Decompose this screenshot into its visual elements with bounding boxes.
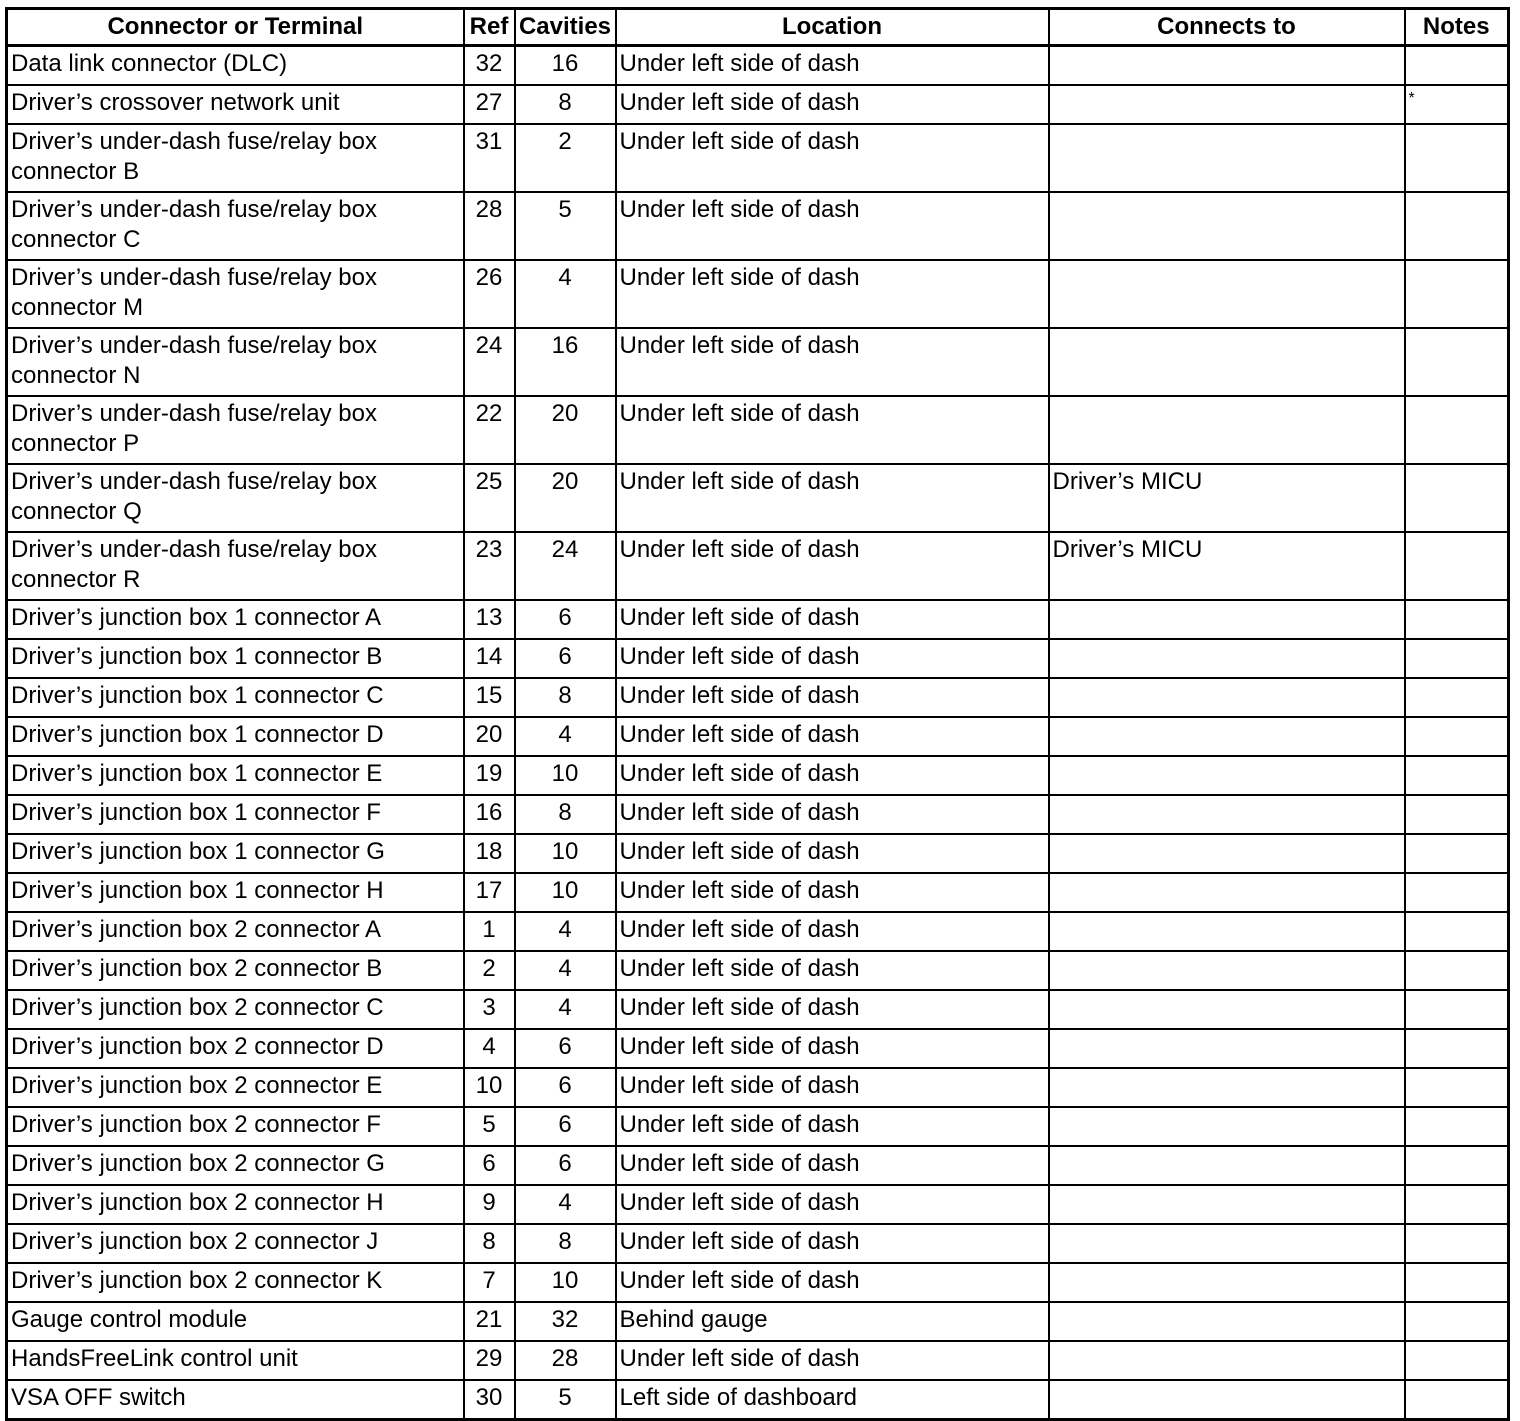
table-row	[7, 260, 1509, 328]
cell-location: Under left side of dash	[616, 1224, 1049, 1263]
cell-cavities: 2	[515, 124, 616, 192]
cell-connector: Gauge control module	[7, 1302, 464, 1341]
cell-cavities: 24	[515, 532, 616, 600]
cell-cavities: 6	[515, 1068, 616, 1107]
cell-connects-to	[1049, 328, 1405, 396]
cell-notes	[1405, 1302, 1509, 1341]
cell-connects-to	[1049, 678, 1405, 717]
cell-connects-to	[1049, 1185, 1405, 1224]
cell-cavities: 20	[515, 464, 616, 532]
cell-connector: Driver’s under-dash fuse/relay box connector R	[7, 532, 464, 600]
table-row	[7, 756, 1509, 795]
cell-ref: 24	[464, 328, 515, 396]
cell-notes	[1405, 124, 1509, 192]
table-row	[7, 1029, 1509, 1068]
cell-location: Under left side of dash	[616, 912, 1049, 951]
cell-cavities: 5	[515, 192, 616, 260]
cell-location: Under left side of dash	[616, 532, 1049, 600]
cell-location: Under left side of dash	[616, 464, 1049, 532]
table-row	[7, 1380, 1509, 1420]
header-connector: Connector or Terminal	[7, 9, 464, 46]
table-row	[7, 912, 1509, 951]
table-row	[7, 46, 1509, 86]
cell-connects-to	[1049, 600, 1405, 639]
table-row	[7, 639, 1509, 678]
cell-ref: 31	[464, 124, 515, 192]
cell-ref: 30	[464, 1380, 515, 1420]
cell-location: Under left side of dash	[616, 46, 1049, 86]
table-row	[7, 85, 1509, 124]
cell-connects-to	[1049, 1380, 1405, 1420]
cell-ref: 4	[464, 1029, 515, 1068]
cell-location: Under left side of dash	[616, 124, 1049, 192]
cell-cavities: 20	[515, 396, 616, 464]
cell-cavities: 28	[515, 1341, 616, 1380]
cell-cavities: 4	[515, 990, 616, 1029]
cell-ref: 25	[464, 464, 515, 532]
cell-connects-to	[1049, 260, 1405, 328]
cell-connector: Driver’s junction box 2 connector F	[7, 1107, 464, 1146]
table-row	[7, 328, 1509, 396]
table-row	[7, 1146, 1509, 1185]
cell-notes	[1405, 756, 1509, 795]
cell-location: Under left side of dash	[616, 1146, 1049, 1185]
cell-cavities: 4	[515, 260, 616, 328]
cell-ref: 15	[464, 678, 515, 717]
cell-cavities: 10	[515, 756, 616, 795]
cell-connector: Driver’s junction box 1 connector B	[7, 639, 464, 678]
cell-connector: Driver’s junction box 1 connector F	[7, 795, 464, 834]
cell-connects-to	[1049, 639, 1405, 678]
header-row	[7, 9, 1509, 46]
cell-cavities: 16	[515, 328, 616, 396]
cell-notes	[1405, 639, 1509, 678]
cell-ref: 23	[464, 532, 515, 600]
cell-cavities: 4	[515, 1185, 616, 1224]
cell-connector: Driver’s under-dash fuse/relay box connector C	[7, 192, 464, 260]
table-row	[7, 192, 1509, 260]
cell-cavities: 8	[515, 85, 616, 124]
cell-ref: 28	[464, 192, 515, 260]
cell-notes	[1405, 873, 1509, 912]
cell-connector: Driver’s under-dash fuse/relay box connector M	[7, 260, 464, 328]
header-notes: Notes	[1405, 9, 1509, 46]
cell-connector: Driver’s under-dash fuse/relay box connector P	[7, 396, 464, 464]
cell-location: Under left side of dash	[616, 600, 1049, 639]
cell-location: Left side of dashboard	[616, 1380, 1049, 1420]
table-row	[7, 464, 1509, 532]
cell-connector: Driver’s junction box 2 connector C	[7, 990, 464, 1029]
cell-ref: 29	[464, 1341, 515, 1380]
cell-connects-to	[1049, 990, 1405, 1029]
cell-location: Under left side of dash	[616, 260, 1049, 328]
cell-cavities: 5	[515, 1380, 616, 1420]
cell-connects-to	[1049, 396, 1405, 464]
cell-location: Under left side of dash	[616, 639, 1049, 678]
cell-connector: Driver’s junction box 2 connector G	[7, 1146, 464, 1185]
cell-ref: 14	[464, 639, 515, 678]
cell-ref: 1	[464, 912, 515, 951]
table-row	[7, 1068, 1509, 1107]
cell-connector: Data link connector (DLC)	[7, 46, 464, 86]
cell-cavities: 6	[515, 1029, 616, 1068]
cell-connector: Driver’s junction box 2 connector D	[7, 1029, 464, 1068]
cell-notes	[1405, 1341, 1509, 1380]
cell-ref: 5	[464, 1107, 515, 1146]
cell-connects-to	[1049, 834, 1405, 873]
cell-cavities: 4	[515, 912, 616, 951]
cell-connects-to: Driver’s MICU	[1049, 532, 1405, 600]
table-row	[7, 1302, 1509, 1341]
cell-ref: 9	[464, 1185, 515, 1224]
header-ref: Ref	[464, 9, 515, 46]
cell-connects-to	[1049, 1341, 1405, 1380]
cell-notes	[1405, 396, 1509, 464]
cell-connector: Driver’s junction box 2 connector A	[7, 912, 464, 951]
cell-notes	[1405, 1380, 1509, 1420]
cell-connector: Driver’s crossover network unit	[7, 85, 464, 124]
cell-cavities: 6	[515, 639, 616, 678]
cell-location: Under left side of dash	[616, 1107, 1049, 1146]
cell-connector: Driver’s junction box 2 connector J	[7, 1224, 464, 1263]
cell-cavities: 8	[515, 795, 616, 834]
cell-ref: 13	[464, 600, 515, 639]
connector-table	[5, 7, 1510, 1421]
cell-notes	[1405, 532, 1509, 600]
cell-notes	[1405, 717, 1509, 756]
cell-location: Under left side of dash	[616, 396, 1049, 464]
cell-location: Under left side of dash	[616, 328, 1049, 396]
cell-cavities: 10	[515, 873, 616, 912]
cell-connects-to	[1049, 795, 1405, 834]
cell-notes	[1405, 951, 1509, 990]
cell-connector: Driver’s junction box 2 connector H	[7, 1185, 464, 1224]
table-row	[7, 873, 1509, 912]
cell-connects-to	[1049, 124, 1405, 192]
cell-cavities: 4	[515, 951, 616, 990]
table-row	[7, 600, 1509, 639]
table-row	[7, 951, 1509, 990]
table-row	[7, 990, 1509, 1029]
table-row	[7, 1263, 1509, 1302]
cell-ref: 20	[464, 717, 515, 756]
header-location: Location	[616, 9, 1049, 46]
table-row	[7, 1224, 1509, 1263]
cell-notes	[1405, 912, 1509, 951]
cell-connects-to	[1049, 1029, 1405, 1068]
cell-connector: Driver’s junction box 1 connector D	[7, 717, 464, 756]
cell-cavities: 32	[515, 1302, 616, 1341]
table-row	[7, 396, 1509, 464]
cell-cavities: 8	[515, 1224, 616, 1263]
table-row	[7, 678, 1509, 717]
cell-ref: 27	[464, 85, 515, 124]
cell-connects-to	[1049, 46, 1405, 86]
table-row	[7, 1341, 1509, 1380]
cell-location: Under left side of dash	[616, 192, 1049, 260]
cell-notes	[1405, 192, 1509, 260]
cell-notes: *	[1405, 85, 1509, 124]
cell-ref: 6	[464, 1146, 515, 1185]
cell-cavities: 6	[515, 600, 616, 639]
cell-connector: Driver’s junction box 2 connector E	[7, 1068, 464, 1107]
cell-connects-to	[1049, 717, 1405, 756]
table-row	[7, 532, 1509, 600]
cell-cavities: 6	[515, 1107, 616, 1146]
cell-cavities: 10	[515, 1263, 616, 1302]
cell-connector: HandsFreeLink control unit	[7, 1341, 464, 1380]
cell-connector: VSA OFF switch	[7, 1380, 464, 1420]
cell-connector: Driver’s under-dash fuse/relay box connector Q	[7, 464, 464, 532]
table-row	[7, 717, 1509, 756]
table-row	[7, 795, 1509, 834]
cell-ref: 10	[464, 1068, 515, 1107]
cell-connects-to	[1049, 1302, 1405, 1341]
cell-connector: Driver’s junction box 1 connector G	[7, 834, 464, 873]
cell-notes	[1405, 328, 1509, 396]
cell-ref: 17	[464, 873, 515, 912]
cell-ref: 22	[464, 396, 515, 464]
cell-notes	[1405, 1107, 1509, 1146]
cell-location: Under left side of dash	[616, 795, 1049, 834]
table-row	[7, 1185, 1509, 1224]
cell-notes	[1405, 990, 1509, 1029]
cell-notes	[1405, 1263, 1509, 1302]
cell-connector: Driver’s under-dash fuse/relay box connector N	[7, 328, 464, 396]
cell-ref: 3	[464, 990, 515, 1029]
table-row	[7, 124, 1509, 192]
cell-connects-to	[1049, 873, 1405, 912]
cell-location: Under left side of dash	[616, 1341, 1049, 1380]
cell-location: Under left side of dash	[616, 1185, 1049, 1224]
cell-ref: 16	[464, 795, 515, 834]
cell-cavities: 6	[515, 1146, 616, 1185]
cell-notes	[1405, 834, 1509, 873]
cell-cavities: 10	[515, 834, 616, 873]
cell-ref: 21	[464, 1302, 515, 1341]
cell-connects-to	[1049, 85, 1405, 124]
cell-connector: Driver’s junction box 1 connector H	[7, 873, 464, 912]
cell-connects-to	[1049, 1146, 1405, 1185]
cell-ref: 19	[464, 756, 515, 795]
cell-connects-to	[1049, 912, 1405, 951]
cell-connector: Driver’s junction box 2 connector K	[7, 1263, 464, 1302]
cell-connects-to	[1049, 951, 1405, 990]
cell-location: Under left side of dash	[616, 717, 1049, 756]
cell-connects-to	[1049, 756, 1405, 795]
cell-cavities: 16	[515, 46, 616, 86]
cell-location: Under left side of dash	[616, 1068, 1049, 1107]
cell-connects-to: Driver’s MICU	[1049, 464, 1405, 532]
cell-notes	[1405, 46, 1509, 86]
cell-ref: 32	[464, 46, 515, 86]
cell-location: Behind gauge	[616, 1302, 1049, 1341]
cell-ref: 26	[464, 260, 515, 328]
cell-ref: 8	[464, 1224, 515, 1263]
cell-connects-to	[1049, 1107, 1405, 1146]
cell-ref: 18	[464, 834, 515, 873]
cell-notes	[1405, 795, 1509, 834]
cell-notes	[1405, 1185, 1509, 1224]
cell-notes	[1405, 464, 1509, 532]
cell-ref: 2	[464, 951, 515, 990]
cell-connects-to	[1049, 1068, 1405, 1107]
cell-ref: 7	[464, 1263, 515, 1302]
cell-location: Under left side of dash	[616, 990, 1049, 1029]
cell-cavities: 4	[515, 717, 616, 756]
cell-connects-to	[1049, 1224, 1405, 1263]
cell-connector: Driver’s under-dash fuse/relay box connector B	[7, 124, 464, 192]
cell-notes	[1405, 260, 1509, 328]
cell-notes	[1405, 1224, 1509, 1263]
table-row	[7, 1107, 1509, 1146]
cell-connects-to	[1049, 192, 1405, 260]
cell-connector: Driver’s junction box 1 connector E	[7, 756, 464, 795]
cell-location: Under left side of dash	[616, 678, 1049, 717]
table-row	[7, 834, 1509, 873]
cell-location: Under left side of dash	[616, 951, 1049, 990]
cell-location: Under left side of dash	[616, 1263, 1049, 1302]
cell-notes	[1405, 1068, 1509, 1107]
cell-notes	[1405, 1029, 1509, 1068]
cell-location: Under left side of dash	[616, 1029, 1049, 1068]
header-connects-to: Connects to	[1049, 9, 1405, 46]
cell-connector: Driver’s junction box 1 connector A	[7, 600, 464, 639]
cell-connects-to	[1049, 1263, 1405, 1302]
cell-notes	[1405, 678, 1509, 717]
cell-location: Under left side of dash	[616, 85, 1049, 124]
header-cavities: Cavities	[515, 9, 616, 46]
cell-location: Under left side of dash	[616, 756, 1049, 795]
cell-notes	[1405, 1146, 1509, 1185]
cell-connector: Driver’s junction box 2 connector B	[7, 951, 464, 990]
cell-notes	[1405, 600, 1509, 639]
cell-location: Under left side of dash	[616, 873, 1049, 912]
cell-connector: Driver’s junction box 1 connector C	[7, 678, 464, 717]
cell-location: Under left side of dash	[616, 834, 1049, 873]
cell-cavities: 8	[515, 678, 616, 717]
